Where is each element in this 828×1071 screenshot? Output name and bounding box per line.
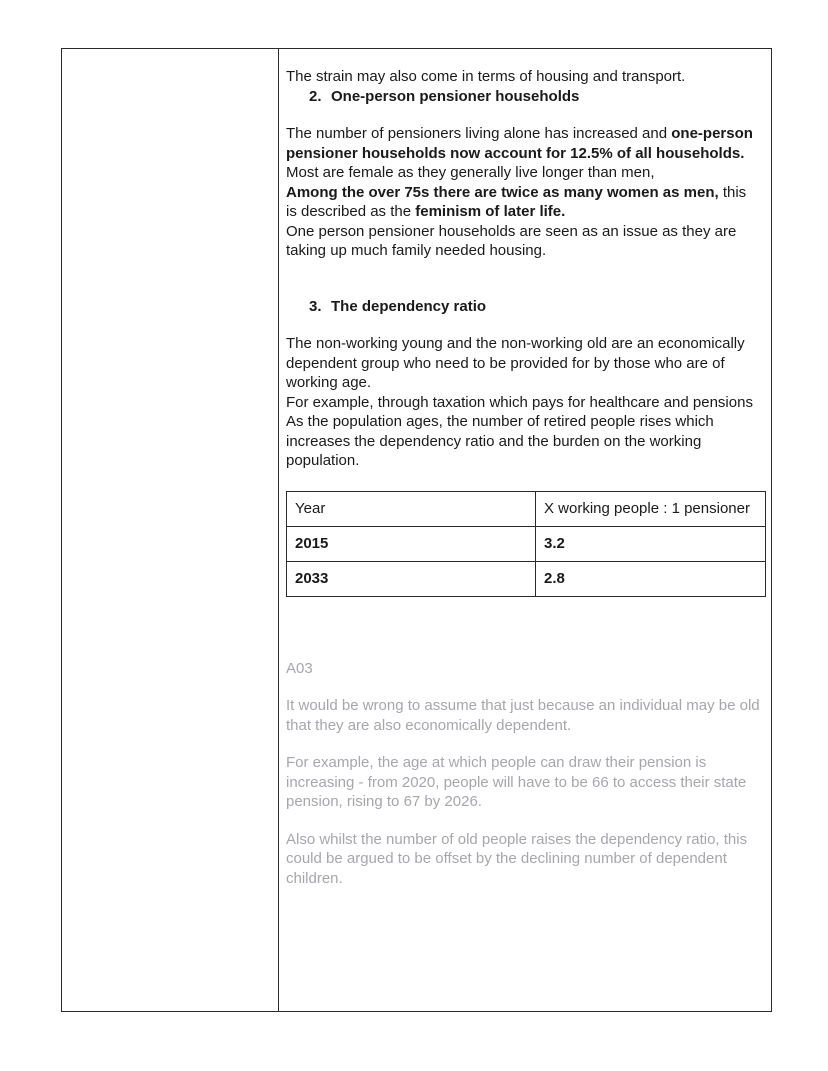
a03-paragraph-3: Also whilst the number of old people raises the dependency ratio, this could be argued to be offset by the declining number of dependent children. [286,830,748,887]
section-2-paragraph-3-plain: this is described as the [286,183,747,220]
table-header-ratio: X working people : 1 pensioner [536,491,766,526]
section-2-paragraph-3 [286,183,756,222]
main-content-column [279,49,771,1011]
section-2-paragraph-3-bold-2: feminism of later life. [415,203,566,220]
section-2-paragraph-1 [286,124,756,163]
a03-paragraph-2: For example, the age at which people can draw their pension is increasing - from 2020, people will have to be 66 to access their state pension, rising to 67 by 2026. [286,754,747,810]
table-header-year: Year [287,491,536,526]
dependency-ratio-table [286,491,766,597]
section-2-paragraph-1-bold: one-person pensioner households now account for 12.5% of all households. [286,125,753,162]
section-3-paragraph-1: The non-working young and the non-working old are an economically dependent group who need to be provided for by those who are of working age. [286,335,745,391]
heading-section-2 [286,87,763,107]
a03-label: A03 [286,659,313,677]
heading-3-label: The dependency ratio [331,297,487,315]
a03-paragraph-1: It would be wrong to assume that just because an individual may be old that they are also economically dependent. [286,697,760,734]
heading-3-number: 3. [309,297,322,315]
a03-evaluation-block [286,659,763,889]
heading-2-label: One-person pensioner households [331,87,580,105]
table-header-row [287,491,766,526]
section-3-paragraph-3: As the population ages, the number of retired people rises which increases the dependency ratio and the burden on the working population. [286,413,714,469]
table-cell-ratio-2033: 2.8 [536,561,766,596]
section-2-paragraph-4: One person pensioner households are seen as an issue as they are taking up much family needed housing. [286,222,737,259]
table-cell-year-2033: 2033 [287,561,536,596]
outer-layout-table [61,48,772,1012]
section-3-paragraph-2: For example, through taxation which pays for healthcare and pensions [286,393,753,411]
table-cell-year-2015: 2015 [287,526,536,561]
table-row [287,526,766,561]
table-row [287,561,766,596]
heading-2-number: 2. [309,87,322,105]
section-2-paragraph-2: Most are female as they generally live longer than men, [286,164,655,181]
intro-paragraph: The strain may also come in terms of housing and transport. [286,68,686,85]
section-2-paragraph-3-bold-1: Among the over 75s there are twice as many women as men, [286,183,719,201]
table-cell-ratio-2015: 3.2 [536,526,766,561]
left-empty-column [62,49,279,1011]
section-2-paragraph-1-plain: The number of pensioners living alone has increased and [286,125,672,142]
heading-section-3 [286,297,763,317]
